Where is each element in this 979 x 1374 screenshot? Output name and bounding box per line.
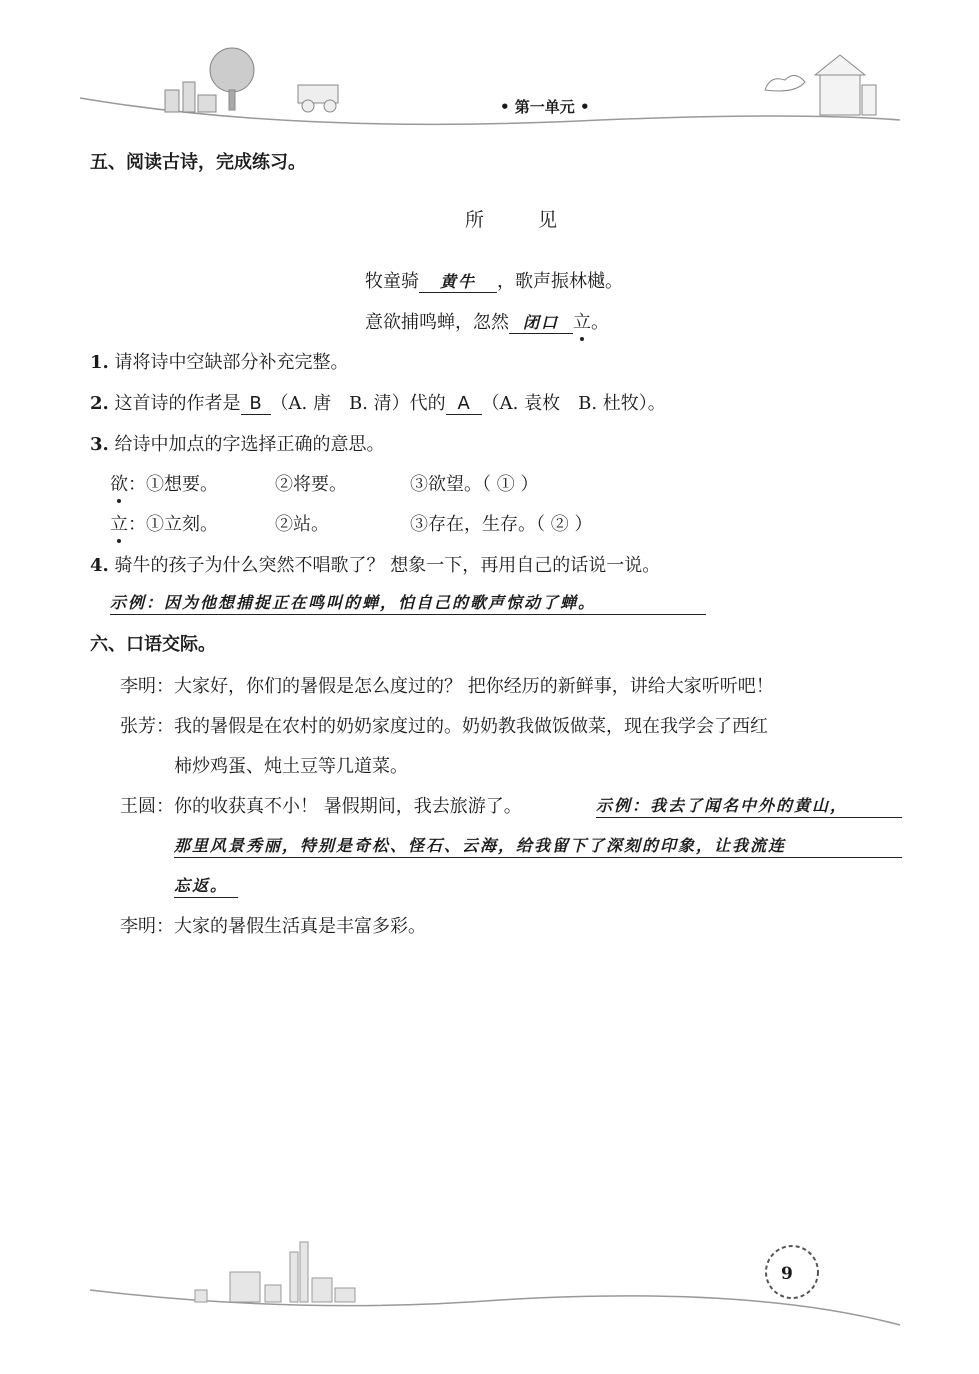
poem-title: 所 见 (465, 209, 582, 231)
q3-row-1-option-2: ②将要。 (275, 474, 347, 495)
cloud-icon (765, 75, 805, 91)
tree-icon (210, 48, 254, 110)
dialogue-3-answer-1: 示例：我去了闻名中外的黄山， (596, 793, 902, 818)
page-number: 9 (781, 1264, 793, 1284)
tractor-icon (298, 85, 338, 112)
dialogue-3-answer-3: 忘返。 (174, 873, 238, 898)
q2-answer-2: A (446, 393, 482, 415)
poem-blank-1: 黄牛 (419, 269, 497, 293)
q3-row-2: 立：①立刻。 (110, 510, 218, 536)
dialogue-2: 张芳：我的暑假是在农村的奶奶家度过的。奶奶教我做饭做菜，现在我学会了西红 (120, 716, 768, 737)
poem-line-1: 牧童骑 黄牛 ，歌声振林樾。 (365, 271, 623, 292)
q3-row-2-option-2: ②站。 (275, 514, 329, 535)
dialogue-3-answer-2: 那里风景秀丽，特别是奇松、怪石、云海，给我留下了深刻的印象，让我流连 (174, 833, 902, 858)
question-3: 3. 给诗中加点的字选择正确的意思。 (90, 434, 385, 455)
section-6-title: 六、口语交际。 (90, 634, 216, 655)
q3-answer-2: ② (550, 514, 569, 535)
city-skyline-icon (195, 1242, 355, 1302)
unit-label: • 第一单元 • (500, 98, 590, 116)
dotted-char-li: 立 (573, 308, 591, 334)
dialogue-4: 李明：大家的暑假生活真是丰富多彩。 (120, 916, 426, 937)
q4-answer: 示例：因为他想捕捉正在鸣叫的蝉，怕自己的歌声惊动了蝉。 (110, 590, 706, 615)
poem-blank-2: 闭口 (509, 310, 573, 334)
q3-answer-1: ① (496, 474, 515, 495)
dialogue-1: 李明：大家好，你们的暑假是怎么度过的？ 把你经历的新鲜事，讲给大家听听吧！ (120, 676, 774, 697)
q3-row-2-option-3: ③存在，生存。（ ② ） (410, 514, 593, 535)
q3-row-1-option-3: ③欲望。（ ① ） (410, 474, 539, 495)
poem-line-2: 意欲捕鸣蝉，忽然 闭口 立。 (365, 308, 609, 334)
header-illustration (0, 40, 979, 140)
section-5-title: 五、阅读古诗，完成练习。 (90, 152, 306, 173)
dialogue-3: 王圆：你的收获真不小！ 暑假期间，我去旅游了。 (120, 796, 522, 817)
footer-illustration (0, 1230, 979, 1340)
question-1: 1. 请将诗中空缺部分补充完整。 (90, 352, 349, 373)
house-icon (815, 55, 876, 115)
buildings-icon (165, 82, 216, 112)
dialogue-2-cont: 柿炒鸡蛋、炖土豆等几道菜。 (174, 756, 408, 777)
question-2: 2. 这首诗的作者是 B （A. 唐 B. 清）代的 A （A. 袁枚 B. 杜牧）。 (90, 393, 666, 414)
q3-row-1: 欲：①想要。 (110, 470, 218, 496)
question-4: 4. 骑牛的孩子为什么突然不唱歌了？ 想象一下，再用自己的话说一说。 (90, 555, 661, 576)
q2-answer-1: B (241, 393, 271, 415)
